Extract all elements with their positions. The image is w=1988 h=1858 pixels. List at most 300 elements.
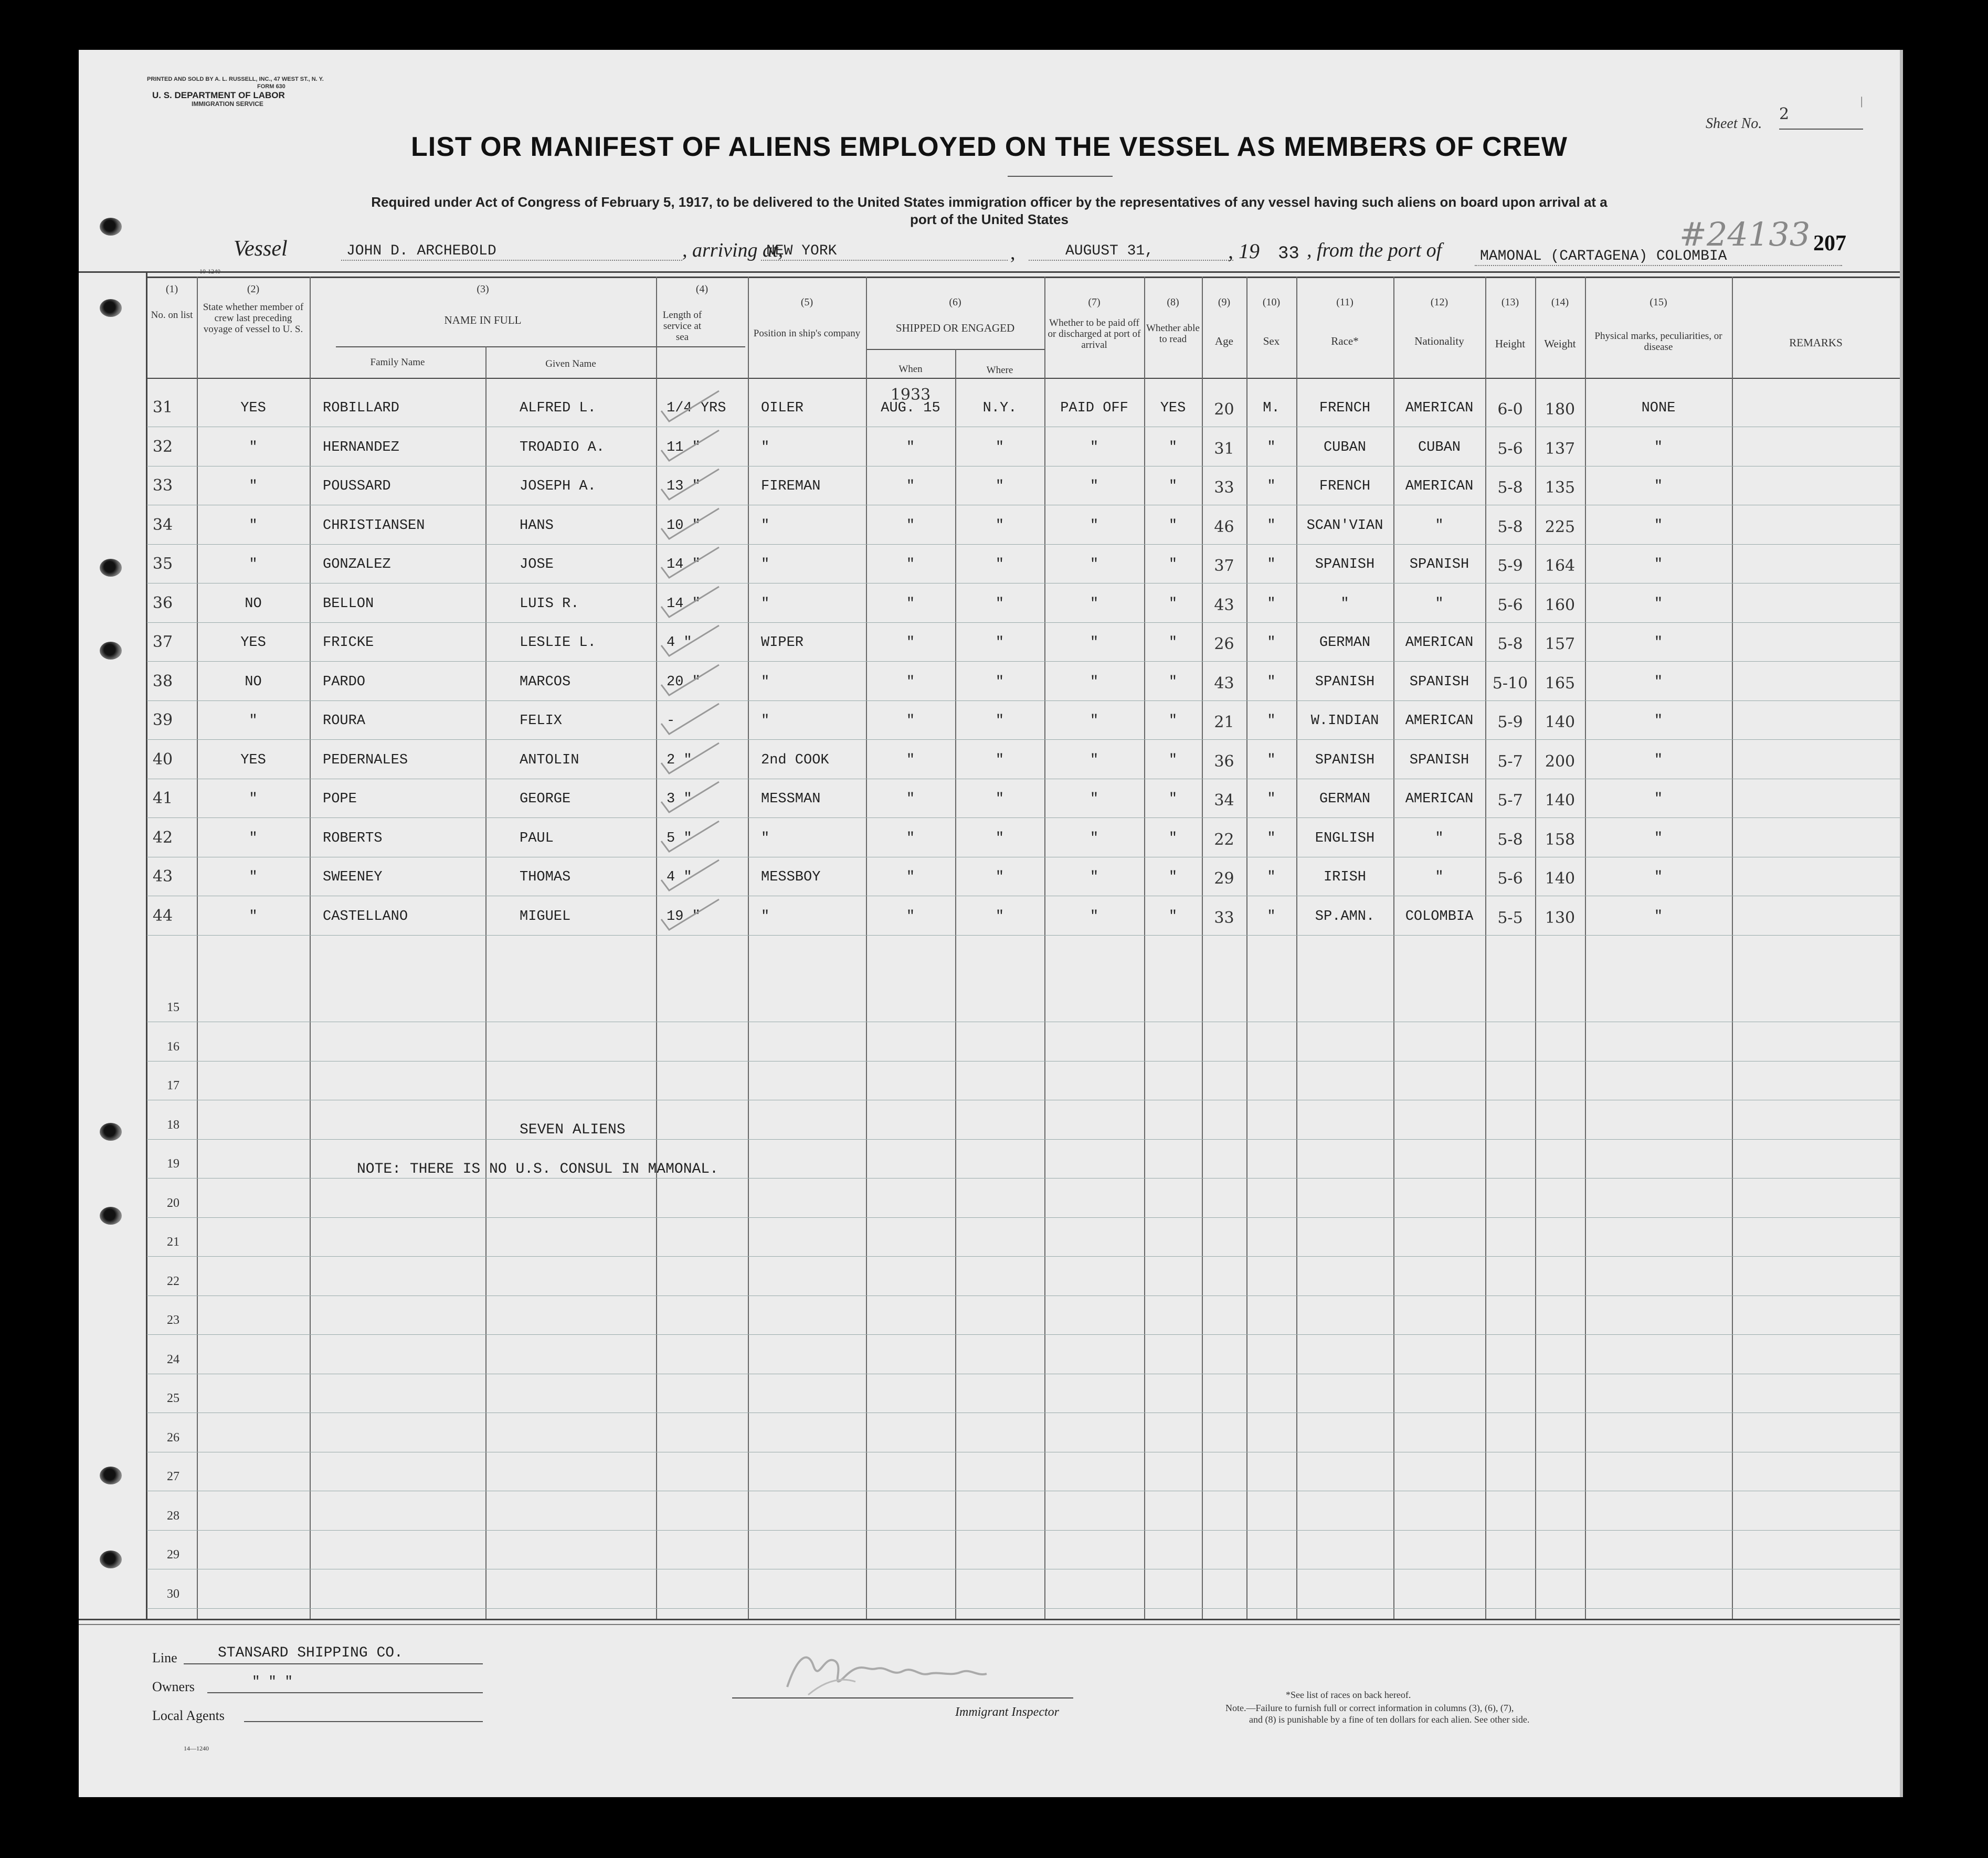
row-sex: " xyxy=(1267,439,1276,455)
row-marks: " xyxy=(1654,557,1663,572)
row-position: WIPER xyxy=(761,635,804,651)
row-paid: " xyxy=(1090,674,1099,690)
row-nationality: AMERICAN xyxy=(1405,635,1474,651)
col-head-family: Family Name xyxy=(370,357,425,368)
row-nationality: SPANISH xyxy=(1409,557,1469,572)
row-service: 14 " xyxy=(667,596,701,612)
col-num-3: (3) xyxy=(477,283,489,295)
row-where: " xyxy=(995,908,1004,925)
row-rule xyxy=(147,935,1900,936)
row-weight: 130 xyxy=(1545,908,1575,927)
row-age: 43 xyxy=(1214,674,1234,693)
row-service: 4 " xyxy=(667,869,692,885)
row-when: " xyxy=(906,596,915,612)
row-race: GERMAN xyxy=(1319,791,1371,807)
row-no: 34 xyxy=(152,515,173,534)
row-rule xyxy=(147,1530,1900,1531)
handwritten-file-number: #24133 xyxy=(1679,215,1811,253)
row-no: 32 xyxy=(152,437,173,456)
row-where: " xyxy=(995,479,1004,494)
col-head-remarks: REMARKS xyxy=(1789,336,1843,349)
empty-row-number: 20 xyxy=(167,1196,179,1210)
arrival-date: AUGUST 31, xyxy=(1065,243,1154,259)
row-where: " xyxy=(995,596,1004,612)
check-mark xyxy=(656,781,729,817)
row-age: 29 xyxy=(1214,869,1234,888)
row-when: " xyxy=(906,557,915,572)
row-no: 43 xyxy=(152,867,173,886)
row-marks: " xyxy=(1654,674,1663,690)
row-sex: " xyxy=(1267,596,1276,612)
form-code: 10-1240 xyxy=(199,268,220,275)
row-read: " xyxy=(1168,517,1178,534)
row-marks: " xyxy=(1654,439,1663,455)
col-num-14: (14) xyxy=(1551,296,1569,308)
row-family: PEDERNALES xyxy=(323,752,408,768)
row-service: 3 " xyxy=(667,791,692,807)
col-num-7: (7) xyxy=(1088,296,1101,308)
row-paid: " xyxy=(1090,479,1099,494)
row-when: " xyxy=(906,713,915,729)
check-mark xyxy=(656,429,729,466)
row-race: " xyxy=(1340,596,1349,612)
row-age: 43 xyxy=(1214,596,1234,614)
row-given: LUIS R. xyxy=(520,596,579,612)
check-mark xyxy=(656,898,729,935)
row-family: ROURA xyxy=(323,713,366,729)
row-marks: " xyxy=(1654,869,1663,885)
row-service: 19 " xyxy=(667,908,701,925)
row-nationality: SPANISH xyxy=(1409,674,1469,690)
year-prefix: , 19 xyxy=(1228,239,1260,263)
row-where: " xyxy=(995,439,1004,455)
row-position: OILER xyxy=(761,400,804,416)
row-race: IRISH xyxy=(1323,869,1366,885)
row-height: 5-10 xyxy=(1492,674,1528,693)
col-head-service: Length of service at sea xyxy=(662,310,702,343)
col-num-15: (15) xyxy=(1649,296,1667,308)
row-height: 5-9 xyxy=(1497,557,1523,575)
row-read: " xyxy=(1168,479,1178,494)
row-race: SPANISH xyxy=(1315,557,1375,572)
row-sex: " xyxy=(1267,869,1276,885)
row-given: HANS xyxy=(520,517,554,534)
row-age: 22 xyxy=(1214,830,1234,849)
col-head-no: No. on list xyxy=(151,310,193,321)
row-crew: YES xyxy=(240,635,266,651)
row-no: 35 xyxy=(152,555,173,573)
sheet-no-underline xyxy=(1779,129,1863,130)
row-family: GONZALEZ xyxy=(323,557,391,572)
row-nationality: AMERICAN xyxy=(1405,713,1474,729)
row-read: " xyxy=(1168,557,1178,572)
row-age: 31 xyxy=(1214,439,1234,458)
check-mark xyxy=(656,820,729,857)
col-head-read: Whether able to read xyxy=(1146,323,1200,345)
row-no: 36 xyxy=(152,593,173,612)
row-when: " xyxy=(906,517,915,534)
owners-value: " " " xyxy=(252,1674,293,1690)
row-rule xyxy=(147,1217,1900,1218)
row-when: " xyxy=(906,674,915,690)
row-family: HERNANDEZ xyxy=(323,439,399,455)
row-family: ROBILLARD xyxy=(323,400,399,416)
col-head-sex: Sex xyxy=(1263,335,1280,347)
row-marks: " xyxy=(1654,713,1663,729)
row-read: " xyxy=(1168,674,1178,690)
row-crew: YES xyxy=(240,752,266,768)
col-head-when: When xyxy=(898,364,923,375)
punch-hole xyxy=(100,642,122,660)
row-family: ROBERTS xyxy=(323,830,383,846)
row-height: 5-8 xyxy=(1497,479,1523,497)
row-crew: " xyxy=(249,830,258,846)
row-when: " xyxy=(906,908,915,925)
row-when: AUG. 15 xyxy=(881,400,940,416)
row-nationality: AMERICAN xyxy=(1405,479,1474,494)
subtitle-line1: Required under Act of Congress of February 5, 1917, to be delivered to the United States immigration officer by the representatives of any vessel having such aliens on board upon arrival at a xyxy=(371,194,1608,210)
col-num-6: (6) xyxy=(949,296,961,308)
row-given: ALFRED L. xyxy=(520,400,596,416)
line-value: STANSARD SHIPPING CO. xyxy=(218,1645,403,1661)
row-family: CHRISTIANSEN xyxy=(323,517,425,534)
sheet-label: Sheet No. xyxy=(1706,115,1762,132)
row-read: YES xyxy=(1160,400,1186,416)
row-position: " xyxy=(761,557,770,572)
row-read: " xyxy=(1168,635,1178,651)
row-position: FIREMAN xyxy=(761,479,821,494)
row-where: " xyxy=(995,674,1004,690)
check-mark xyxy=(656,546,729,583)
row-given: LESLIE L. xyxy=(520,635,596,651)
row-family: SWEENEY xyxy=(323,869,383,885)
row-where: N.Y. xyxy=(982,400,1017,416)
row-sex: " xyxy=(1267,557,1276,572)
punch-hole xyxy=(100,1467,122,1484)
row-read: " xyxy=(1168,752,1178,768)
row-given: JOSE xyxy=(520,557,554,572)
form-number: FORM 630 xyxy=(257,83,285,90)
row-position: " xyxy=(761,908,770,925)
row-when: " xyxy=(906,439,915,455)
vessel-label: Vessel xyxy=(234,237,288,261)
col-num-8: (8) xyxy=(1167,296,1179,308)
check-mark xyxy=(656,703,729,739)
row-weight: 137 xyxy=(1545,439,1575,458)
row-position: " xyxy=(761,674,770,690)
row-marks: " xyxy=(1654,752,1663,768)
row-crew: " xyxy=(249,479,258,494)
owners-label: Owners xyxy=(152,1679,195,1694)
row-when: " xyxy=(906,869,915,885)
row-weight: 135 xyxy=(1545,479,1575,497)
row-rule xyxy=(147,1139,1900,1140)
row-paid: " xyxy=(1090,635,1099,651)
row-age: 36 xyxy=(1214,752,1234,771)
row-given: THOMAS xyxy=(520,869,571,885)
row-given: JOSEPH A. xyxy=(520,479,596,494)
empty-row-number: 25 xyxy=(167,1392,179,1405)
row-marks: " xyxy=(1654,908,1663,925)
row-where: " xyxy=(995,635,1004,651)
row-service: 4 " xyxy=(667,635,692,651)
row-rule xyxy=(147,1256,1900,1257)
row-crew: " xyxy=(249,908,258,925)
row-age: 34 xyxy=(1214,791,1234,810)
manifest-sheet: PRINTED AND SOLD BY A. L. RUSSELL, INC., 47 WEST ST., N. Y. FORM 630 U. S. DEPARTMENT OF LABOR IMMIGRATION SERVICE Sheet No. 2 | LIST OR MANIFEST OF ALIENS EMPLOYED ON THE VESSEL AS MEMBERS OF CREW Required under Act of Congress of February 5, 1917, to be delivered to the United States immigration officer by the representatives of any vessel having such aliens on board upon arrival at a port of the United States Vessel JOHN D. ARCHEBOLD , arriving at, NEW YORK , AUGUST 31, , 19 33 , from the port of MAMONAL (CARTAGENA) COLOMBIA #24133 207 10-1240 (1) (2) (3) (4) (5) (6) (7) (8) (9) (10) (11) (12) (13) (14) (15) No. on list State whether member of crew last preceding voyage of vessel to U. S. NAME IN FULL Family Name Given Name Length of service at sea Position in ship's company SHIPPED OR ENGAGED When Where Whether to be paid off or discharged at port of arrival Whether able to read Age Sex Race* Nationality Height Weight Physical marks, peculiarities, or disease REMARKS 31 YES ROBILLARD ALFRED L. 1/4 YRS OILER AUG. 15 N.Y. PAID OFF YES 20 M. FRENCH AMERICAN 6-0 180 NONE 32 " HERNANDEZ TROADIO A. 11 " " " " " " 31 " CUBAN CUBAN 5-6 137 " 33 " POUSSARD JOSEPH A. 13 " FIREMAN " " " " 33 " FRENCH AMERICAN 5-8 135 " 34 " CHRISTIANSEN HANS 10 " " " " " " 46 " SCAN'VIAN " 5-8 225 " 35 " GONZALEZ JOSE 14 " " " " " " 37 " SPANISH SPANISH 5-9 164 " 36 NO BELLON LUIS R. 14 " " " " " " 43 " " " 5-6 160 " 37 YES FRICKE LESLIE L. 4 " WIPER " " " " 26 " GERMAN AMERICAN 5-8 157 " 38 NO PARDO MARCOS 20 " " " " " " 43 " SPANISH SPANISH 5-10 165 " 39 " ROURA FELIX - " " " " " 21 " W.INDIAN AMERICAN 5-9 140 " 40 YES PEDERNALES ANTOLIN 2 " 2nd COOK " " " " 36 " SPANISH SPANISH 5-7 200 " 41 " POPE GEORGE 3 " MESSMAN " " " " 34 " GERMAN AMERICAN 5-7 140 " 42 " ROBERTS PAUL 5 " " " " " " 22 " ENGLISH " 5-8 158 " 43 " SWEENEY THOMAS 4 " MESSBOY " " " " 29 " IRISH " 5-6 140 " 44 " CASTELLANO MIGUEL 19 " " " " " " 33 " SP.AMN. COLOMBIA 5-5 130 " 1933 15 16 17 18 19 20 21 22 23 24 25 26 27 28 29 30 SEVEN ALIENS NOTE: THERE IS NO U.S. CONSUL IN MAMONAL. Line STANSARD SHIPPING CO. Owners " " " Local Agents 14—1240 Immigrant Inspector *See list of races on back hereof. Note.—Failure to furnish full or correct information in columns (3), (6), (7), and (8) is punishable by a fine of ten dollars for each alien. See other side. xyxy=(79,50,1903,1797)
row-race: SPANISH xyxy=(1315,674,1375,690)
row-paid: " xyxy=(1090,439,1099,455)
row-no: 33 xyxy=(152,476,173,495)
row-service: 14 " xyxy=(667,557,701,572)
row-where: " xyxy=(995,713,1004,729)
department: U. S. DEPARTMENT OF LABOR xyxy=(152,90,285,100)
row-paid: " xyxy=(1090,791,1099,807)
row-age: 20 xyxy=(1214,400,1234,419)
empty-row-number: 30 xyxy=(167,1587,179,1601)
check-mark xyxy=(656,859,729,896)
row-sex: " xyxy=(1267,830,1276,846)
row-service: 11 " xyxy=(667,439,701,455)
row-where: " xyxy=(995,752,1004,768)
row-marks: " xyxy=(1654,830,1663,846)
empty-row-number: 23 xyxy=(167,1313,179,1327)
from-port-label: , from the port of xyxy=(1307,239,1442,261)
row-sex: M. xyxy=(1263,400,1280,416)
row-sex: " xyxy=(1267,791,1276,807)
sheet-number: 2 xyxy=(1779,105,1790,123)
row-service: - xyxy=(667,713,675,729)
row-when: " xyxy=(906,479,915,494)
shipped-year: 1933 xyxy=(890,386,931,404)
row-age: 21 xyxy=(1214,713,1234,731)
row-height: 5-6 xyxy=(1497,596,1523,614)
col-num-11: (11) xyxy=(1336,296,1353,308)
row-race: ENGLISH xyxy=(1315,830,1375,846)
row-race: SP.AMN. xyxy=(1315,908,1375,925)
row-family: POPE xyxy=(323,791,357,807)
col-head-where: Where xyxy=(986,365,1013,376)
empty-row-number: 29 xyxy=(167,1548,179,1562)
row-rule xyxy=(147,544,1900,545)
row-family: PARDO xyxy=(323,674,366,690)
row-height: 5-5 xyxy=(1497,908,1523,927)
line-label: Line xyxy=(152,1650,177,1665)
vessel-name: JOHN D. ARCHEBOLD xyxy=(346,243,496,259)
row-sex: " xyxy=(1267,713,1276,729)
row-crew: YES xyxy=(240,400,266,416)
subtitle-line2: port of the United States xyxy=(910,211,1069,227)
row-race: FRENCH xyxy=(1319,400,1371,416)
row-no: 38 xyxy=(152,672,173,691)
check-mark xyxy=(656,468,729,505)
arriving-label: , arriving at, xyxy=(682,239,784,261)
check-mark xyxy=(656,624,729,661)
row-age: 26 xyxy=(1214,635,1234,653)
row-nationality: " xyxy=(1435,869,1444,885)
row-service: 10 " xyxy=(667,517,701,534)
row-weight: 158 xyxy=(1545,830,1575,849)
row-sex: " xyxy=(1267,635,1276,651)
row-race: SPANISH xyxy=(1315,752,1375,768)
row-family: FRICKE xyxy=(323,635,374,651)
row-paid: " xyxy=(1090,830,1099,846)
check-mark xyxy=(656,586,729,622)
row-weight: 200 xyxy=(1545,752,1575,771)
row-paid: PAID OFF xyxy=(1060,400,1128,416)
row-height: 5-8 xyxy=(1497,517,1523,536)
row-crew: " xyxy=(249,439,258,455)
row-marks: " xyxy=(1654,635,1663,651)
col-num-1: (1) xyxy=(165,283,178,295)
row-when: " xyxy=(906,830,915,846)
empty-row-number: 16 xyxy=(167,1039,179,1054)
row-no: 37 xyxy=(152,633,173,651)
row-given: ANTOLIN xyxy=(520,752,579,768)
races-note: *See list of races on back hereof. xyxy=(1286,1690,1411,1700)
row-position: " xyxy=(761,830,770,846)
row-crew: " xyxy=(249,713,258,729)
row-given: GEORGE xyxy=(520,791,571,807)
row-family: CASTELLANO xyxy=(323,908,408,925)
empty-row-number: 19 xyxy=(167,1157,179,1171)
row-age: 33 xyxy=(1214,908,1234,927)
row-height: 5-8 xyxy=(1497,830,1523,849)
col-num-9: (9) xyxy=(1218,296,1231,308)
row-paid: " xyxy=(1090,517,1099,534)
row-where: " xyxy=(995,517,1004,534)
row-paid: " xyxy=(1090,752,1099,768)
row-crew: NO xyxy=(245,596,262,612)
col-num-12: (12) xyxy=(1430,296,1448,308)
row-position: " xyxy=(761,596,770,612)
row-marks: " xyxy=(1654,517,1663,534)
col-head-shipped: SHIPPED OR ENGAGED xyxy=(895,322,1015,334)
row-given: MIGUEL xyxy=(520,908,571,925)
row-height: 5-7 xyxy=(1497,791,1523,810)
row-age: 33 xyxy=(1214,479,1234,497)
check-mark xyxy=(656,390,729,427)
row-sex: " xyxy=(1267,908,1276,925)
row-position: " xyxy=(761,439,770,455)
service: IMMIGRATION SERVICE xyxy=(192,100,263,108)
col-head-name: NAME IN FULL xyxy=(444,314,522,326)
row-read: " xyxy=(1168,791,1178,807)
row-family: BELLON xyxy=(323,596,374,612)
row-where: " xyxy=(995,791,1004,807)
row-nationality: AMERICAN xyxy=(1405,400,1474,416)
row-marks: " xyxy=(1654,791,1663,807)
row-weight: 225 xyxy=(1545,517,1575,536)
col-head-weight: Weight xyxy=(1544,337,1576,350)
row-service: 20 " xyxy=(667,674,701,690)
row-height: 6-0 xyxy=(1497,400,1523,419)
punch-hole xyxy=(100,559,122,577)
col-head-paid-off: Whether to be paid off or discharged at port of arrival xyxy=(1048,317,1141,351)
row-race: FRENCH xyxy=(1319,479,1371,494)
col-num-2: (2) xyxy=(247,283,260,295)
row-no: 44 xyxy=(152,906,173,925)
row-where: " xyxy=(995,830,1004,846)
row-weight: 180 xyxy=(1545,400,1575,419)
row-position: 2nd COOK xyxy=(761,752,829,768)
col-head-given: Given Name xyxy=(545,358,596,369)
row-crew: " xyxy=(249,869,258,885)
row-marks: " xyxy=(1654,479,1663,494)
empty-row-number: 21 xyxy=(167,1235,179,1249)
row-marks: " xyxy=(1654,596,1663,612)
check-mark xyxy=(656,507,729,544)
row-read: " xyxy=(1168,439,1178,455)
col-head-age: Age xyxy=(1215,335,1233,347)
col-num-4: (4) xyxy=(695,283,709,295)
row-height: 5-7 xyxy=(1497,752,1523,771)
printer-line: PRINTED AND SOLD BY A. L. RUSSELL, INC., 47 WEST ST., N. Y. xyxy=(147,76,324,82)
row-race: W.INDIAN xyxy=(1310,713,1379,729)
empty-row-number: 18 xyxy=(167,1118,179,1132)
row-paid: " xyxy=(1090,557,1099,572)
col-num-13: (13) xyxy=(1501,296,1519,308)
check-mark xyxy=(656,664,729,700)
inspector-signature xyxy=(777,1645,1144,1703)
row-weight: 140 xyxy=(1545,791,1575,810)
row-weight: 165 xyxy=(1545,674,1575,693)
row-given: FELIX xyxy=(520,713,563,729)
agents-label: Local Agents xyxy=(152,1708,225,1723)
empty-row-number: 17 xyxy=(167,1079,179,1092)
row-where: " xyxy=(995,869,1004,885)
arriving-port: NEW YORK xyxy=(766,243,837,259)
row-no: 40 xyxy=(152,750,173,769)
row-no: 31 xyxy=(152,398,173,417)
row-no: 39 xyxy=(152,711,173,729)
row-rule xyxy=(147,661,1900,662)
row-paid: " xyxy=(1090,908,1099,925)
row-height: 5-6 xyxy=(1497,869,1523,888)
row-where: " xyxy=(995,557,1004,572)
row-weight: 140 xyxy=(1545,869,1575,888)
col-head-race: Race* xyxy=(1331,335,1359,347)
page-title: LIST OR MANIFEST OF ALIENS EMPLOYED ON THE VESSEL AS MEMBERS OF CREW xyxy=(411,132,1568,162)
row-rule xyxy=(147,739,1900,740)
row-sex: " xyxy=(1267,674,1276,690)
col-num-5: (5) xyxy=(800,296,813,308)
empty-row-number: 28 xyxy=(167,1509,179,1523)
row-height: 5-8 xyxy=(1497,635,1523,653)
empty-row-number: 27 xyxy=(167,1470,179,1483)
row-given: TROADIO A. xyxy=(520,439,605,455)
row-position: MESSBOY xyxy=(761,869,821,885)
row-position: " xyxy=(761,517,770,534)
row-height: 5-9 xyxy=(1497,713,1523,731)
row-read: " xyxy=(1168,713,1178,729)
consul-note: NOTE: THERE IS NO U.S. CONSUL IN MAMONAL. xyxy=(357,1161,718,1177)
row-weight: 164 xyxy=(1545,557,1575,575)
col-num-10: (10) xyxy=(1262,296,1281,308)
col-head-crew: State whether member of crew last preceding voyage of vessel to U. S. xyxy=(203,302,304,335)
row-service: 2 " xyxy=(667,752,692,768)
empty-row-number: 22 xyxy=(167,1274,179,1288)
departure-port: MAMONAL (CARTAGENA) COLOMBIA xyxy=(1480,248,1727,264)
punch-hole xyxy=(100,299,122,317)
row-position: " xyxy=(761,713,770,729)
row-rule xyxy=(147,817,1900,818)
row-crew: " xyxy=(249,557,258,572)
row-rule xyxy=(147,700,1900,701)
penalty-note-1: Note.—Failure to furnish full or correct information in columns (3), (6), (7), xyxy=(1225,1703,1514,1713)
penalty-note-2: and (8) is punishable by a fine of ten dollars for each alien. See other side. xyxy=(1249,1714,1530,1725)
row-race: SCAN'VIAN xyxy=(1306,517,1383,534)
